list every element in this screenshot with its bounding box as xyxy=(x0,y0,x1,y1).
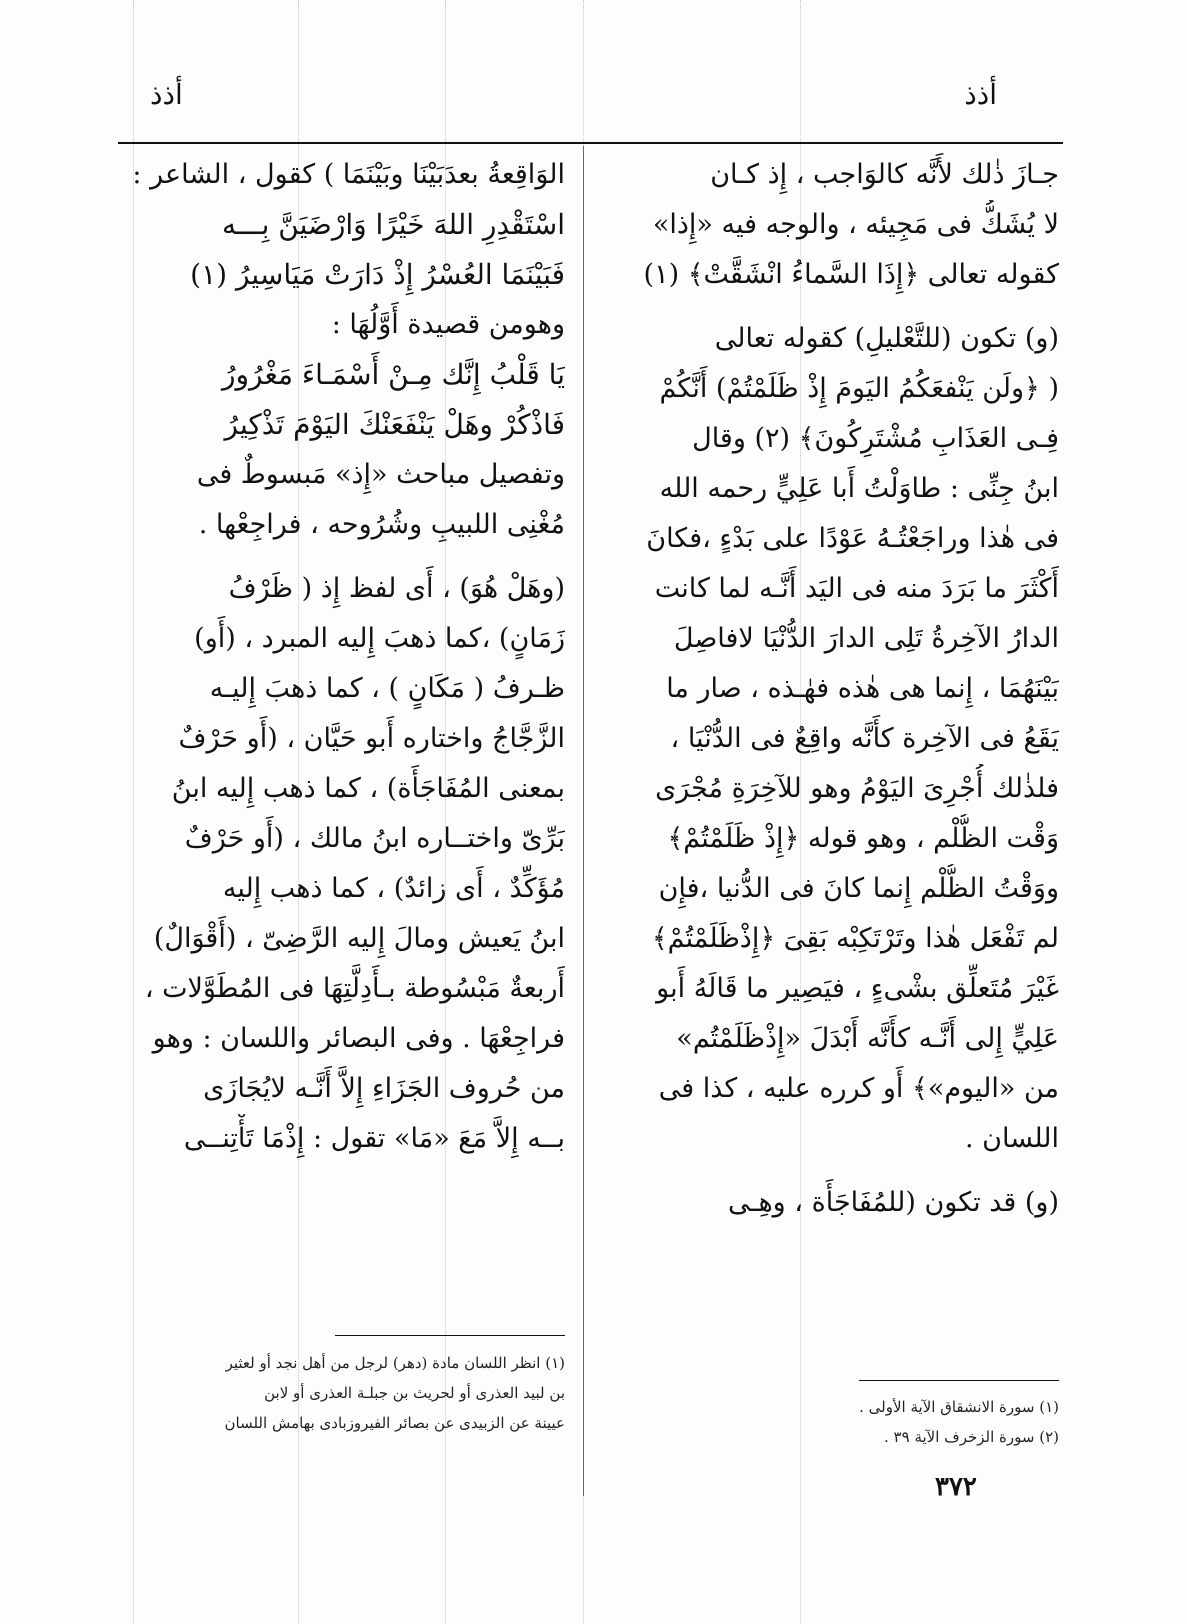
footnotes-left xyxy=(125,1348,565,1438)
running-header-right: أذذ xyxy=(964,78,997,111)
header-rule xyxy=(118,142,1063,144)
running-header-left: أذذ xyxy=(150,78,183,111)
text-line: بــه إِلاَّ مَعَ «مَا» تقول : إِذْمَا تَأْتِنــى xyxy=(183,1123,565,1154)
text-line: بمعنى المُفَاجَأَة) ، كما ذهب إِليه ابنُ xyxy=(171,773,565,804)
text-line: الوَاقِعةُ بعدَبَيْنَا وبَيْنَمَا ) كقول ، الشاعر : xyxy=(132,159,565,190)
poem-verse: فَاذْكُرْ وهَلْ يَنْفَعَنْكَ اليَوْمَ تَذْكِيرُ xyxy=(224,408,565,441)
text-line: غَيْرَ مُتَعلِّق بشْىءٍ ، فيَصِير ما قَالَهُ أَبو xyxy=(656,973,1059,1004)
text-line: وتفصيل مباحث «إِذ» مَبسوطٌ فى xyxy=(196,459,565,490)
text-line: لا يُشَكُّ فى مَجِيئه ، والوجه فيه «إِذا» xyxy=(652,209,1059,240)
poem-verse: اسْتَقْدِرِ اللهَ خَيْرًا وَارْضَيَنَّ بِـــه xyxy=(221,208,565,241)
page-number: ٣٧٢ xyxy=(935,1472,977,1502)
text-line: وهومن قصيدة أَوَّلُهَا : xyxy=(331,309,565,340)
text-line: أَكْثَرَ ما بَرَدَ منه فى اليَد أَنَّـه لما كانت xyxy=(654,573,1059,604)
text-line: (وهَلْ هُوَ) ، أَى لفظ إِذ ( ظَرْفُ xyxy=(228,573,565,604)
text-line: ابنُ جِنِّى : طاوَلْتُ أَبا عَلِيٍّ رحمه الله xyxy=(659,473,1059,504)
footnote-line: بن لبيد العذرى أو لحريث بن جبلـة العذرى أو لابن xyxy=(264,1384,565,1402)
text-line: ابنُ يَعيش ومالَ إِليه الرَّضِىّ ، (أَقْوَالٌ) xyxy=(153,923,565,954)
text-line: من «اليوم»﴾ أَو كرره عليه ، كذا فى xyxy=(658,1073,1059,1104)
column-divider xyxy=(583,146,584,1496)
poem-verse: فَبَيْنَمَا العُسْرُ إِذْ دَارَتْ مَيَاسِيرُ (١) xyxy=(190,258,565,291)
text-line: مُغْنِى اللبيبِ وشُرُوحه ، فراجِعْها . xyxy=(198,509,565,540)
text-line: اللسان . xyxy=(965,1123,1059,1154)
text-line: الزَّجَّاجُ واختاره أَبو حَيَّان ، (أَو حَرْفٌ xyxy=(178,723,565,754)
text-line: لم تَفْعَل هٰذا وتَرْتَكِبْه بَقِىَ ﴿إِذْظَلَمْتُمْ﴾ xyxy=(651,923,1059,954)
text-line: يَقَعُ فى الآخِرة كأَنَّه واقِعٌ فى الدُّنْيَا ، xyxy=(670,723,1059,754)
footnote-line: عيينة عن الزبيدى عن بصائر الفيروزبادى بهامش اللسان xyxy=(224,1414,565,1432)
left-column-text xyxy=(125,150,565,1164)
poem-verse: يَا قَلْبُ إِنَّك مِـنْ أَسْمَـاءَ مَغْرُورُ xyxy=(222,358,565,391)
text-line: وَقْت الظُّلْم ، وهو قوله ﴿إِذْ ظَلَمْتُمْ﴾ xyxy=(667,823,1059,854)
text-line: فِـى العَذَابِ مُشْتَرِكُونَ﴾ (٢) وقال xyxy=(692,423,1059,454)
text-line: بَرِّىّ واختــاره ابنُ مالك ، (أَو حَرْفٌ xyxy=(184,823,565,854)
footnote-rule-right xyxy=(859,1380,1059,1381)
text-line: مُؤَكِّدٌ ، أَى زائدٌ) ، كما ذهب إِليه xyxy=(222,873,565,904)
text-line: فلذٰلك أُجْرِىَ اليَوْمُ وهو للآخِرَةِ مُجْرَى xyxy=(655,773,1059,804)
footnote-line: (١) انظر اللسان مادة (دهر) لرجل من أهل نجد أو لعثير xyxy=(225,1354,565,1372)
text-line: فراجِعْهَا . وفى البصائر واللسان : وهو xyxy=(152,1023,565,1054)
text-line: (و) تكون (للتَّعْليلِ) كقوله تعالى xyxy=(714,323,1059,354)
text-line: بَيْنَهُمَا ، إِنما هى هٰذه فهٰـذه ، صار ما xyxy=(666,673,1059,704)
footnotes-right xyxy=(639,1392,1059,1452)
text-line: فى هٰذا وراجَعْتُـهُ عَوْدًا على بَدْءٍ ،فكانَ xyxy=(646,523,1059,554)
footnote-line: (٢) سورة الزخرف الآية ٣٩ . xyxy=(884,1428,1059,1446)
text-line: كقوله تعالى ﴿إِذَا السَّماءُ انْشَقَّتْ﴾ (١) xyxy=(643,259,1059,290)
text-line: من حُروف الجَزَاءِ إِلاَّ أَنَّـه لايُجَازَى xyxy=(203,1073,565,1104)
text-line: ( ﴿ولَن يَنْفعَكُمُ اليَومَ إِذْ ظَلَمْتُمْ) أَنَّكُمْ xyxy=(659,373,1059,404)
text-line: الدارُ الآخِرةُ تَلِى الدارَ الدُّنْيَا لافاصِلَ xyxy=(673,623,1059,654)
text-line: زَمَانٍ) ،كما ذهبَ إِليه المبرد ، (أَو) xyxy=(194,623,565,654)
text-line: أَربعةٌ مَبْسُوطة بـأَدِلَّتِهَا فى المُطَوَّلات ، xyxy=(144,973,565,1004)
text-line: ظـرفُ ( مَكَانٍ ) ، كما ذهبَ إِليـه xyxy=(209,673,565,704)
text-line: جـازَ ذٰلك لأَنَّه كالوَاجب ، إِذ كـان xyxy=(710,159,1059,190)
text-line: عَلِيٍّ إِلى أَنَّـه كأَنَّه أَبْدَلَ «إِذْظَلَمْتُم» xyxy=(676,1023,1059,1054)
footnote-rule-left xyxy=(335,1335,565,1336)
text-line: (و) قد تكون (للمُفَاجَأَة ، وهِـى xyxy=(728,1187,1059,1218)
right-column-text xyxy=(639,150,1059,1228)
text-line: ووَقْتُ الظُّلْم إِنما كانَ فى الدُّنيا ،فإِن xyxy=(658,873,1059,904)
footnote-line: (١) سورة الانشقاق الآية الأولى . xyxy=(859,1398,1059,1416)
